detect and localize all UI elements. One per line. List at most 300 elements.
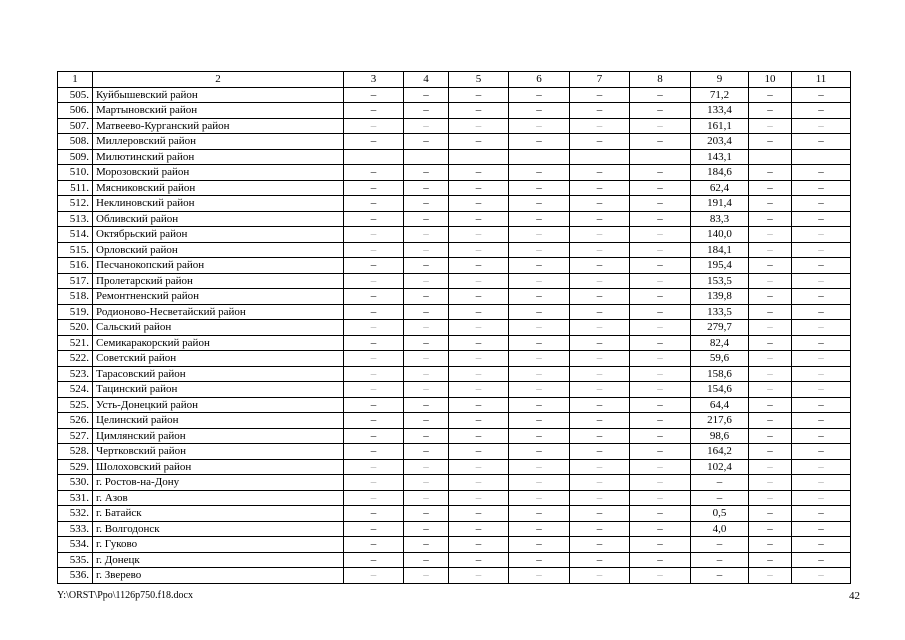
dash-cell: – [509, 180, 570, 196]
dash-cell: – [570, 459, 630, 475]
dash-cell: – [630, 490, 691, 506]
dash-cell: – [749, 537, 792, 553]
dash-cell: – [570, 196, 630, 212]
dash-cell: – [404, 227, 449, 243]
dash-cell: – [404, 273, 449, 289]
dash-cell: – [570, 103, 630, 119]
row-number-cell: 523. [58, 366, 93, 382]
dash-cell: – [630, 521, 691, 537]
dash-cell [344, 149, 404, 165]
header-cell: 4 [404, 72, 449, 88]
dash-cell: – [792, 87, 851, 103]
dash-cell: – [404, 87, 449, 103]
dash-cell: – [749, 242, 792, 258]
district-name-cell: Целинский район [93, 413, 344, 429]
value-cell: 140,0 [691, 227, 749, 243]
dash-cell: – [570, 165, 630, 181]
dash-cell [509, 149, 570, 165]
dash-cell: – [449, 289, 509, 305]
value-cell: – [691, 537, 749, 553]
dash-cell: – [509, 227, 570, 243]
dash-cell: – [509, 366, 570, 382]
dash-cell: – [630, 242, 691, 258]
table-row [58, 87, 851, 103]
dash-cell: – [404, 475, 449, 491]
data-table [57, 71, 851, 584]
district-name-cell: Сальский район [93, 320, 344, 336]
row-number-cell: 529. [58, 459, 93, 475]
dash-cell: – [630, 87, 691, 103]
dash-cell: – [792, 196, 851, 212]
row-number-cell: 515. [58, 242, 93, 258]
dash-cell: – [570, 320, 630, 336]
dash-cell: – [509, 134, 570, 150]
value-cell: 191,4 [691, 196, 749, 212]
header-cell: 7 [570, 72, 630, 88]
row-number-cell: 527. [58, 428, 93, 444]
dash-cell: – [509, 397, 570, 413]
header-cell: 10 [749, 72, 792, 88]
dash-cell: – [509, 165, 570, 181]
table-row [58, 506, 851, 522]
dash-cell: – [404, 397, 449, 413]
district-name-cell: Октябрьский район [93, 227, 344, 243]
dash-cell: – [792, 568, 851, 584]
header-row [58, 72, 851, 88]
dash-cell: – [509, 475, 570, 491]
dash-cell: – [792, 335, 851, 351]
district-name-cell: Обливский район [93, 211, 344, 227]
dash-cell: – [404, 537, 449, 553]
table-row [58, 552, 851, 568]
dash-cell: – [749, 258, 792, 274]
dash-cell: – [749, 103, 792, 119]
dash-cell: – [570, 118, 630, 134]
dash-cell: – [630, 537, 691, 553]
dash-cell: – [792, 475, 851, 491]
dash-cell: – [449, 320, 509, 336]
dash-cell: – [570, 552, 630, 568]
dash-cell: – [792, 552, 851, 568]
row-number-cell: 521. [58, 335, 93, 351]
table-row [58, 568, 851, 584]
dash-cell: – [344, 242, 404, 258]
dash-cell: – [570, 227, 630, 243]
value-cell: 184,6 [691, 165, 749, 181]
dash-cell: – [570, 242, 630, 258]
dash-cell: – [509, 320, 570, 336]
header-cell: 11 [792, 72, 851, 88]
dash-cell: – [344, 304, 404, 320]
table-row [58, 366, 851, 382]
dash-cell: – [630, 320, 691, 336]
dash-cell: – [792, 490, 851, 506]
row-number-cell: 522. [58, 351, 93, 367]
dash-cell: – [749, 304, 792, 320]
row-number-cell: 516. [58, 258, 93, 274]
dash-cell: – [570, 289, 630, 305]
dash-cell: – [449, 490, 509, 506]
row-number-cell: 533. [58, 521, 93, 537]
row-number-cell: 519. [58, 304, 93, 320]
dash-cell: – [344, 273, 404, 289]
dash-cell: – [570, 304, 630, 320]
dash-cell: – [509, 304, 570, 320]
dash-cell [404, 149, 449, 165]
dash-cell: – [344, 227, 404, 243]
value-cell: – [691, 490, 749, 506]
table-row [58, 444, 851, 460]
district-name-cell: Усть-Донецкий район [93, 397, 344, 413]
dash-cell: – [792, 397, 851, 413]
table-row [58, 459, 851, 475]
dash-cell: – [344, 521, 404, 537]
dash-cell: – [570, 475, 630, 491]
district-name-cell: Цимлянский район [93, 428, 344, 444]
dash-cell: – [570, 211, 630, 227]
row-number-cell: 526. [58, 413, 93, 429]
footer-file-path: Y:\ORST\Ppo\1126p750.f18.docx [57, 590, 193, 601]
dash-cell: – [344, 413, 404, 429]
dash-cell: – [792, 211, 851, 227]
row-number-cell: 530. [58, 475, 93, 491]
dash-cell: – [449, 428, 509, 444]
dash-cell: – [449, 134, 509, 150]
dash-cell: – [404, 506, 449, 522]
dash-cell: – [749, 335, 792, 351]
dash-cell: – [792, 118, 851, 134]
dash-cell: – [792, 273, 851, 289]
dash-cell: – [344, 568, 404, 584]
value-cell: 153,5 [691, 273, 749, 289]
table-row [58, 227, 851, 243]
dash-cell: – [792, 444, 851, 460]
dash-cell: – [344, 397, 404, 413]
dash-cell: – [570, 521, 630, 537]
dash-cell: – [570, 382, 630, 398]
dash-cell: – [630, 382, 691, 398]
dash-cell: – [749, 196, 792, 212]
dash-cell: – [630, 134, 691, 150]
dash-cell: – [570, 335, 630, 351]
table-row [58, 180, 851, 196]
row-number-cell: 534. [58, 537, 93, 553]
district-name-cell: Орловский район [93, 242, 344, 258]
dash-cell: – [344, 366, 404, 382]
value-cell: – [691, 475, 749, 491]
table-row [58, 490, 851, 506]
dash-cell: – [749, 227, 792, 243]
dash-cell: – [344, 428, 404, 444]
dash-cell [570, 149, 630, 165]
dash-cell: – [449, 258, 509, 274]
dash-cell: – [792, 242, 851, 258]
dash-cell: – [509, 413, 570, 429]
value-cell: 133,5 [691, 304, 749, 320]
table-row [58, 258, 851, 274]
value-cell: 154,6 [691, 382, 749, 398]
value-cell: 133,4 [691, 103, 749, 119]
dash-cell: – [749, 366, 792, 382]
table-row [58, 103, 851, 119]
row-number-cell: 520. [58, 320, 93, 336]
dash-cell: – [404, 118, 449, 134]
dash-cell: – [449, 273, 509, 289]
dash-cell: – [509, 273, 570, 289]
dash-cell: – [792, 165, 851, 181]
dash-cell: – [792, 289, 851, 305]
dash-cell: – [749, 413, 792, 429]
table-row [58, 428, 851, 444]
dash-cell: – [449, 335, 509, 351]
dash-cell: – [404, 568, 449, 584]
dash-cell: – [792, 521, 851, 537]
district-name-cell: г. Донецк [93, 552, 344, 568]
table-row [58, 475, 851, 491]
dash-cell: – [749, 397, 792, 413]
dash-cell: – [404, 428, 449, 444]
value-cell: 71,2 [691, 87, 749, 103]
dash-cell: – [630, 227, 691, 243]
dash-cell: – [570, 273, 630, 289]
value-cell: 0,5 [691, 506, 749, 522]
dash-cell: – [570, 428, 630, 444]
dash-cell: – [570, 568, 630, 584]
dash-cell: – [449, 382, 509, 398]
dash-cell: – [344, 134, 404, 150]
dash-cell: – [792, 103, 851, 119]
dash-cell: – [449, 537, 509, 553]
dash-cell: – [792, 134, 851, 150]
table-row [58, 273, 851, 289]
dash-cell: – [630, 304, 691, 320]
dash-cell: – [509, 211, 570, 227]
dash-cell: – [449, 304, 509, 320]
dash-cell: – [449, 87, 509, 103]
district-name-cell: Неклиновский район [93, 196, 344, 212]
dash-cell: – [344, 552, 404, 568]
header-cell: 9 [691, 72, 749, 88]
dash-cell: – [749, 134, 792, 150]
dash-cell: – [570, 490, 630, 506]
dash-cell: – [570, 87, 630, 103]
dash-cell: – [344, 490, 404, 506]
dash-cell: – [570, 351, 630, 367]
table-row [58, 242, 851, 258]
dash-cell: – [749, 87, 792, 103]
district-name-cell: Тарасовский район [93, 366, 344, 382]
dash-cell: – [344, 103, 404, 119]
dash-cell: – [792, 506, 851, 522]
dash-cell: – [344, 196, 404, 212]
district-name-cell: Милютинский район [93, 149, 344, 165]
dash-cell: – [509, 118, 570, 134]
header-cell: 3 [344, 72, 404, 88]
dash-cell: – [792, 227, 851, 243]
dash-cell: – [630, 165, 691, 181]
dash-cell: – [509, 242, 570, 258]
table-row [58, 134, 851, 150]
dash-cell: – [749, 444, 792, 460]
dash-cell: – [792, 258, 851, 274]
dash-cell: – [570, 444, 630, 460]
dash-cell: – [404, 444, 449, 460]
dash-cell: – [344, 258, 404, 274]
row-number-cell: 509. [58, 149, 93, 165]
row-number-cell: 508. [58, 134, 93, 150]
dash-cell: – [344, 475, 404, 491]
dash-cell: – [449, 444, 509, 460]
header-cell: 6 [509, 72, 570, 88]
table-body [58, 87, 851, 583]
row-number-cell: 535. [58, 552, 93, 568]
dash-cell: – [449, 459, 509, 475]
dash-cell: – [792, 320, 851, 336]
dash-cell: – [404, 196, 449, 212]
dash-cell: – [449, 211, 509, 227]
dash-cell: – [630, 444, 691, 460]
district-name-cell: Куйбышевский район [93, 87, 344, 103]
dash-cell: – [630, 289, 691, 305]
dash-cell: – [570, 413, 630, 429]
row-number-cell: 524. [58, 382, 93, 398]
dash-cell: – [449, 227, 509, 243]
dash-cell: – [630, 413, 691, 429]
dash-cell: – [404, 165, 449, 181]
dash-cell: – [792, 351, 851, 367]
value-cell: 62,4 [691, 180, 749, 196]
dash-cell: – [630, 351, 691, 367]
row-number-cell: 511. [58, 180, 93, 196]
value-cell: 161,1 [691, 118, 749, 134]
table-row [58, 351, 851, 367]
dash-cell: – [749, 289, 792, 305]
dash-cell: – [792, 413, 851, 429]
dash-cell: – [509, 459, 570, 475]
header-cell: 2 [93, 72, 344, 88]
dash-cell: – [449, 413, 509, 429]
district-name-cell: г. Ростов-на-Дону [93, 475, 344, 491]
row-number-cell: 505. [58, 87, 93, 103]
table-row [58, 335, 851, 351]
dash-cell: – [509, 537, 570, 553]
dash-cell: – [509, 335, 570, 351]
dash-cell: – [404, 320, 449, 336]
district-name-cell: Семикаракорский район [93, 335, 344, 351]
dash-cell: – [630, 118, 691, 134]
dash-cell: – [449, 118, 509, 134]
dash-cell: – [344, 459, 404, 475]
dash-cell: – [449, 506, 509, 522]
dash-cell: – [509, 568, 570, 584]
dash-cell: – [344, 118, 404, 134]
header-cell: 5 [449, 72, 509, 88]
dash-cell [749, 149, 792, 165]
value-cell: 184,1 [691, 242, 749, 258]
dash-cell: – [749, 506, 792, 522]
value-cell: 59,6 [691, 351, 749, 367]
dash-cell: – [630, 335, 691, 351]
row-number-cell: 531. [58, 490, 93, 506]
dash-cell: – [404, 289, 449, 305]
district-name-cell: г. Азов [93, 490, 344, 506]
dash-cell: – [404, 335, 449, 351]
dash-cell: – [344, 537, 404, 553]
dash-cell: – [449, 180, 509, 196]
dash-cell: – [792, 366, 851, 382]
dash-cell: – [570, 506, 630, 522]
dash-cell: – [749, 211, 792, 227]
dash-cell: – [344, 506, 404, 522]
dash-cell: – [509, 382, 570, 398]
district-name-cell: Пролетарский район [93, 273, 344, 289]
dash-cell: – [509, 506, 570, 522]
row-number-cell: 506. [58, 103, 93, 119]
header-cell: 1 [58, 72, 93, 88]
dash-cell: – [749, 490, 792, 506]
dash-cell: – [449, 475, 509, 491]
dash-cell: – [509, 258, 570, 274]
table-row [58, 537, 851, 553]
dash-cell: – [449, 351, 509, 367]
dash-cell: – [509, 428, 570, 444]
dash-cell: – [404, 134, 449, 150]
dash-cell: – [630, 506, 691, 522]
dash-cell: – [509, 289, 570, 305]
district-name-cell: Морозовский район [93, 165, 344, 181]
dash-cell: – [570, 134, 630, 150]
value-cell: 217,6 [691, 413, 749, 429]
dash-cell: – [749, 165, 792, 181]
dash-cell: – [509, 552, 570, 568]
dash-cell: – [630, 211, 691, 227]
dash-cell: – [792, 459, 851, 475]
district-name-cell: Ремонтненский район [93, 289, 344, 305]
value-cell: 102,4 [691, 459, 749, 475]
dash-cell: – [449, 242, 509, 258]
dash-cell: – [630, 552, 691, 568]
value-cell: 4,0 [691, 521, 749, 537]
table-row [58, 165, 851, 181]
dash-cell: – [792, 304, 851, 320]
dash-cell: – [749, 568, 792, 584]
dash-cell: – [344, 444, 404, 460]
dash-cell: – [570, 397, 630, 413]
dash-cell: – [344, 165, 404, 181]
dash-cell: – [404, 258, 449, 274]
dash-cell: – [792, 180, 851, 196]
district-name-cell: г. Батайск [93, 506, 344, 522]
dash-cell: – [630, 397, 691, 413]
value-cell: 143,1 [691, 149, 749, 165]
dash-cell: – [749, 180, 792, 196]
dash-cell: – [449, 196, 509, 212]
dash-cell: – [449, 552, 509, 568]
row-number-cell: 510. [58, 165, 93, 181]
dash-cell: – [509, 490, 570, 506]
district-name-cell: Шолоховский район [93, 459, 344, 475]
row-number-cell: 517. [58, 273, 93, 289]
table-row [58, 521, 851, 537]
dash-cell: – [449, 568, 509, 584]
dash-cell: – [570, 537, 630, 553]
dash-cell: – [630, 196, 691, 212]
row-number-cell: 507. [58, 118, 93, 134]
dash-cell: – [509, 103, 570, 119]
dash-cell [449, 149, 509, 165]
dash-cell [792, 149, 851, 165]
table-row [58, 397, 851, 413]
